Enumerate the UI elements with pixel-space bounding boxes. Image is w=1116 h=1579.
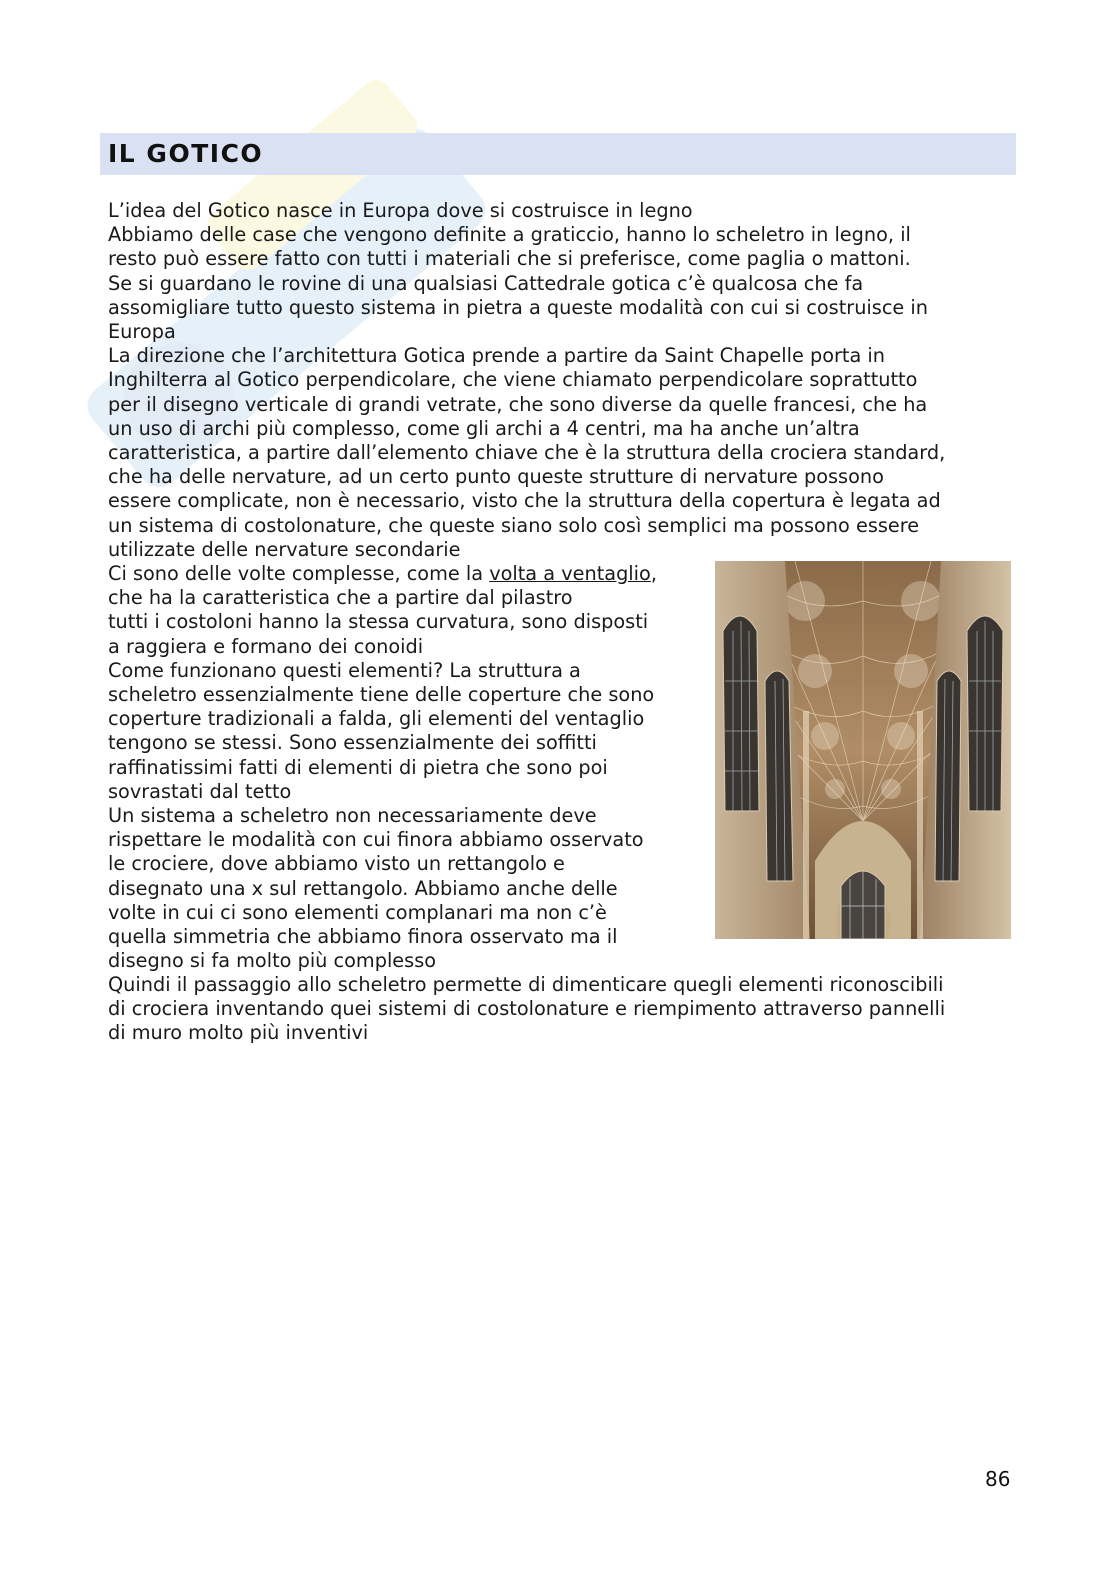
page-number: 86	[985, 1467, 1011, 1491]
text-line: un uso di archi più complesso, come gli archi a 4 centri, ma ha anche un’altra	[108, 416, 860, 440]
text-line: Se si guardano le rovine di una qualsiasi Cattedrale gotica c’è qualcosa che fa	[108, 271, 864, 295]
volta-a-ventaglio-link[interactable]: volta a ventaglio	[489, 562, 651, 585]
text-line: coperture tradizionali a falda, gli elementi del ventaglio	[108, 707, 645, 731]
text-line: Abbiamo delle case che vengono definite a graticcio, hanno lo scheletro in legno, il	[108, 223, 911, 247]
text-line: un sistema di costolonature, che queste siano solo così semplici ma possono essere	[108, 513, 920, 537]
text-line: che ha la caratteristica che a partire dal pilastro	[108, 586, 573, 610]
volta-line-after: ,	[650, 562, 657, 585]
text-line: disegnato una x sul rettangolo. Abbiamo anche delle	[108, 876, 618, 900]
heading-bar	[100, 133, 1016, 175]
text-line: La direzione che l’architettura Gotica prende a partire da Saint Chapelle porta in	[108, 344, 886, 368]
text-line: resto può essere fatto con tutti i materiali che si preferisce, come paglia o mattoni.	[108, 247, 911, 271]
text-line: L’idea del Gotico nasce in Europa dove si costruisce in legno	[108, 199, 693, 222]
text-line: essere complicate, non è necessario, visto che la struttura della copertura è legata ad	[108, 489, 941, 513]
text-line: a raggiera e formano dei conoidi	[108, 634, 424, 658]
text-line: disegno si fa molto più complesso	[108, 949, 437, 973]
text-line: tutti i costoloni hanno la stessa curvatura, sono disposti	[108, 610, 649, 634]
text-line: volte in cui ci sono elementi complanari ma non c’è	[108, 900, 607, 924]
text-line: che ha delle nervature, ad un certo punto queste strutture di nervature possono	[108, 465, 884, 489]
text-line: sovrastati dal tetto	[108, 779, 292, 803]
text-line: rispettare le modalità con cui finora abbiamo osservato	[108, 828, 644, 852]
volta-line-before: Ci sono delle volte complesse, come la	[108, 562, 490, 585]
text-line: scheletro essenzialmente tiene delle coperture che sono	[108, 683, 655, 707]
text-line: tengono se stessi. Sono essenzialmente dei soffitti	[108, 731, 597, 755]
paragraph-side	[108, 562, 708, 973]
text-line: quella simmetria che abbiamo finora osservato ma il	[108, 925, 618, 949]
text-line: utilizzate delle nervature secondarie	[108, 537, 461, 561]
volta-line	[108, 562, 708, 586]
paragraph-top	[108, 199, 1013, 562]
text-line: Come funzionano questi elementi? La struttura a	[108, 658, 581, 682]
text-line: Europa	[108, 320, 176, 344]
text-line: di crociera inventando quei sistemi di costolonature e riempimento attraverso pannelli	[108, 997, 946, 1021]
text-line: per il disegno verticale di grandi vetrate, che sono diverse da quelle francesi, che ha	[108, 392, 928, 416]
cathedral-interior-image	[715, 561, 1011, 939]
page-title: IL GOTICO	[108, 139, 264, 168]
fan-vault-photo	[715, 561, 1011, 939]
text-line: le crociere, dove abbiamo visto un rettangolo e	[108, 852, 565, 876]
text-line: Un sistema a scheletro non necessariamente deve	[108, 804, 597, 828]
text-line: di muro molto più inventivi	[108, 1021, 369, 1045]
text-line: Quindi il passaggio allo scheletro permette di dimenticare quegli elementi riconoscibili	[108, 973, 944, 996]
text-line: Inghilterra al Gotico perpendicolare, che viene chiamato perpendicolare soprattutto	[108, 368, 918, 392]
text-line: caratteristica, a partire dall’elemento chiave che è la struttura della crociera standard,	[108, 441, 946, 465]
text-line: raffinatissimi fatti di elementi di pietra che sono poi	[108, 755, 608, 779]
text-line: assomigliare tutto questo sistema in pietra a queste modalità con cui si costruisce in	[108, 295, 928, 319]
paragraph-bottom	[108, 973, 1013, 1046]
